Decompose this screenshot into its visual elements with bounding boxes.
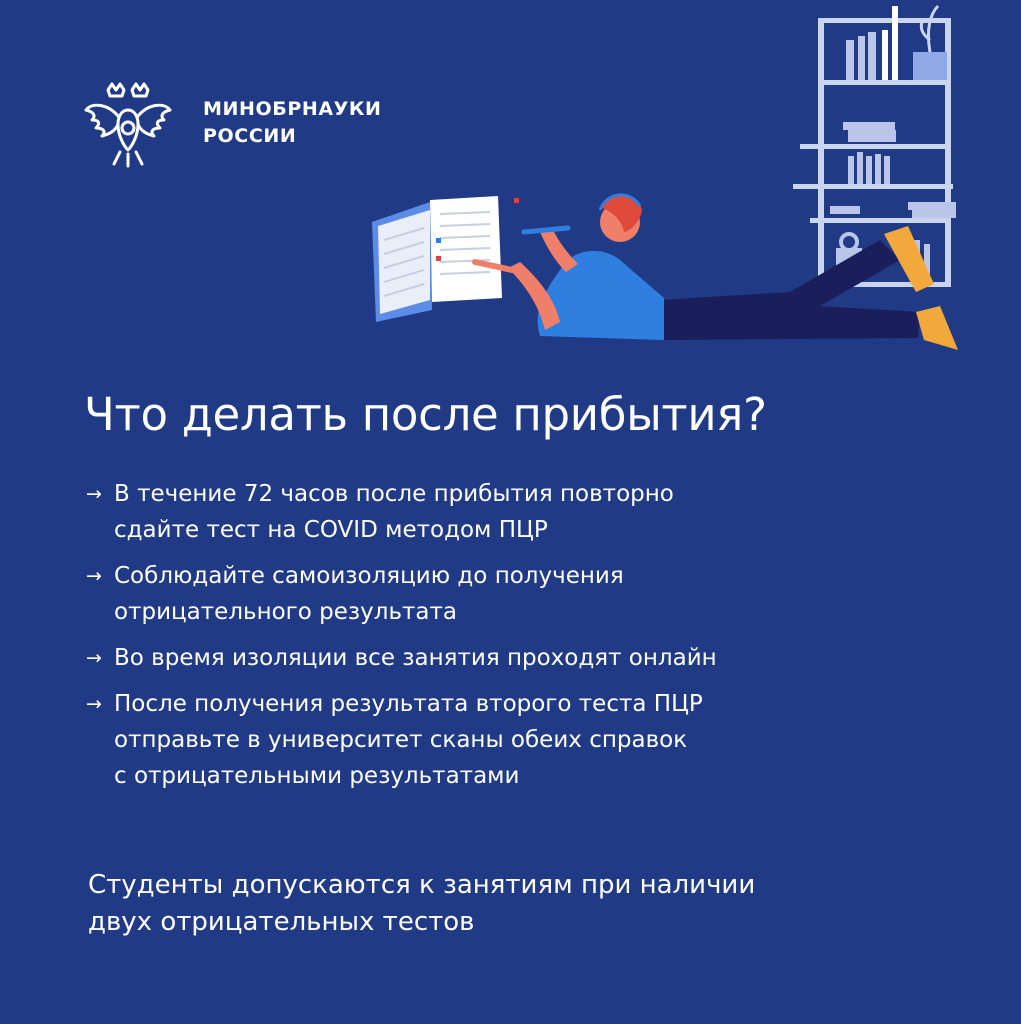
instructions-list xyxy=(86,476,966,804)
arrow-icon: → xyxy=(86,565,102,587)
arrow-icon: → xyxy=(86,693,102,715)
item-text-line: с отрицательными результатами xyxy=(114,763,520,789)
list-item xyxy=(86,640,966,676)
footer-note xyxy=(88,867,755,941)
brand-name xyxy=(203,96,382,150)
brand-line-1: МИНОБРНАУКИ xyxy=(203,98,382,120)
open-book xyxy=(372,196,519,322)
plant-pot-icon xyxy=(913,6,947,80)
student-reading-illustration xyxy=(365,0,965,360)
student-figure xyxy=(475,194,958,350)
item-text-line: отрицательного результата xyxy=(114,599,457,625)
list-item xyxy=(86,476,966,548)
item-text-line: отправьте в университет сканы обеих справок xyxy=(114,727,688,753)
arrow-icon: → xyxy=(86,483,102,505)
item-text-line: Во время изоляции все занятия проходят онлайн xyxy=(114,645,717,671)
ministry-eagle-logo-icon xyxy=(82,80,174,170)
item-text-line: Соблюдайте самоизоляцию до получения xyxy=(114,563,624,589)
list-item xyxy=(86,686,966,794)
arrow-icon: → xyxy=(86,647,102,669)
item-text-line: сдайте тест на COVID методом ПЦР xyxy=(114,517,548,543)
item-text-line: В течение 72 часов после прибытия повторно xyxy=(114,481,674,507)
brand-line-2: РОССИИ xyxy=(203,125,297,147)
item-text-line: После получения результата второго теста ПЦР xyxy=(114,691,703,717)
footer-line-2: двух отрицательных тестов xyxy=(88,907,475,937)
footer-line-1: Студенты допускаются к занятиям при наличии xyxy=(88,870,756,900)
page-title: Что делать после прибытия? xyxy=(84,388,767,441)
list-item xyxy=(86,558,966,630)
